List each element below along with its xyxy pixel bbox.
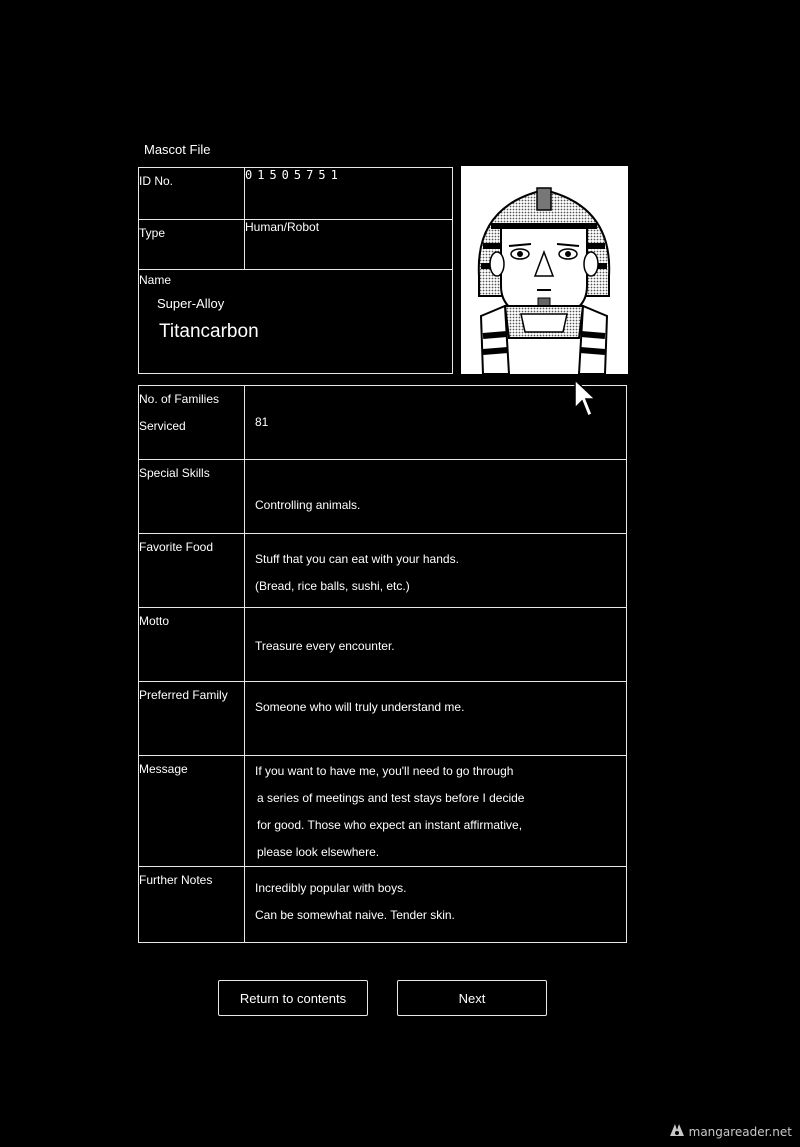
food-label: Favorite Food: [139, 534, 245, 608]
skills-value-text: Controlling animals.: [255, 498, 361, 512]
food-value: [245, 534, 627, 608]
motto-value: [245, 608, 627, 682]
families-value-text: 81: [255, 415, 269, 429]
return-to-contents-button[interactable]: Return to contents: [218, 980, 368, 1016]
type-label: Type: [139, 220, 245, 270]
name-cell: [139, 270, 453, 374]
profile-table: [138, 167, 453, 374]
notes-label: Further Notes: [139, 867, 245, 943]
message-line: If you want to have me, you'll need to go through: [255, 764, 514, 778]
name-main: Titancarbon: [159, 321, 259, 342]
family-value-text: Someone who will truly understand me.: [255, 700, 465, 714]
message-line: please look elsewhere.: [257, 845, 380, 859]
notes-line: Incredibly popular with boys.: [255, 881, 407, 895]
mouse-cursor-icon: [573, 378, 597, 425]
name-sub: Super-Alloy: [157, 296, 225, 311]
watermark: [668, 1122, 792, 1141]
message-line: a series of meetings and test stays before I decide: [257, 791, 525, 805]
watermark-text: mangareader.net: [688, 1124, 792, 1139]
families-value: [245, 386, 627, 460]
details-table: [138, 385, 627, 943]
file-title: Mascot File: [144, 142, 211, 157]
food-value-line1: Stuff that you can eat with your hands.: [255, 552, 459, 566]
motto-label: Motto: [139, 608, 245, 682]
family-label: Preferred Family: [139, 682, 245, 756]
id-label: ID No.: [139, 168, 245, 220]
families-label: [139, 386, 245, 460]
id-value: 01505751: [245, 168, 453, 220]
notes-line: Can be somewhat naive. Tender skin.: [255, 908, 455, 922]
message-value: [245, 756, 627, 867]
name-label: Name: [139, 273, 172, 287]
food-value-line2: (Bread, rice balls, sushi, etc.): [255, 579, 410, 593]
mangareader-logo-icon: [668, 1122, 686, 1141]
next-button[interactable]: Next: [397, 980, 547, 1016]
families-label-line1: No. of Families: [139, 392, 220, 406]
message-label: Message: [139, 756, 245, 867]
families-label-line2: Serviced: [139, 419, 186, 433]
family-value: [245, 682, 627, 756]
skills-value: [245, 460, 627, 534]
motto-value-text: Treasure every encounter.: [255, 639, 395, 653]
message-line: for good. Those who expect an instant affirmative,: [257, 818, 523, 832]
mascot-portrait: [461, 166, 628, 374]
type-value: Human/Robot: [245, 220, 453, 270]
skills-label: Special Skills: [139, 460, 245, 534]
notes-value: [245, 867, 627, 943]
